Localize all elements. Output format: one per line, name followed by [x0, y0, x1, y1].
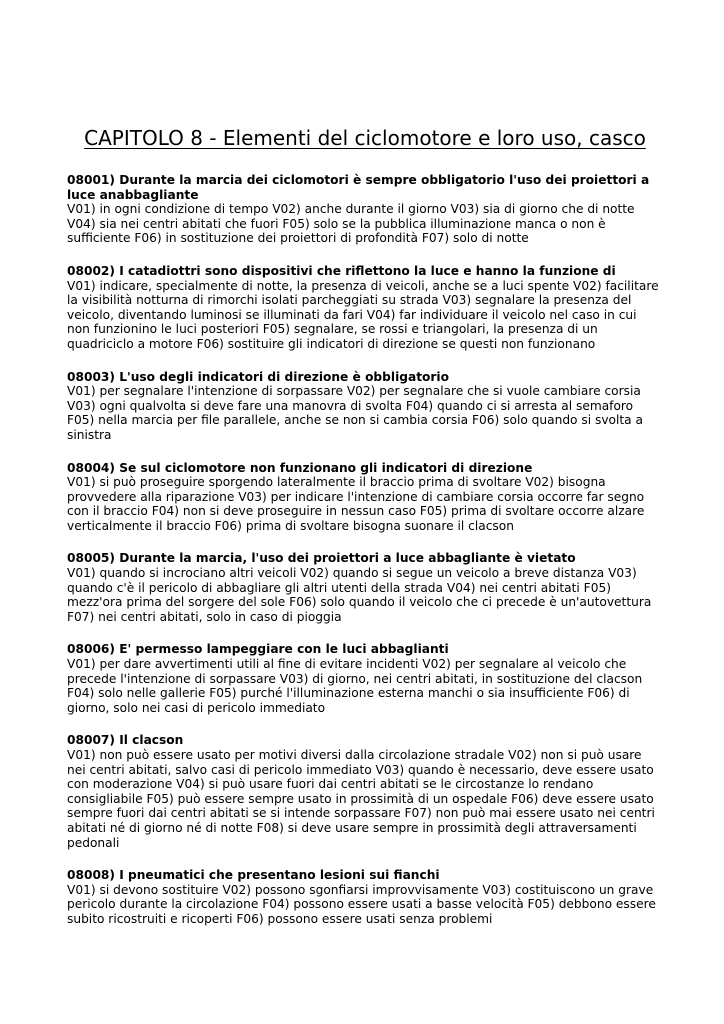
question-answers: V01) quando si incrociano altri veicoli V02) quando si segue un veicolo a breve distanza V03) quando c'è il pericolo di abbagliare gli altri utenti della strada V04) nei centri abitati F05) mezz'ora prima del sorgere del sole F06) solo quando il veicolo che ci precede è un'autovettura F07) nei centri abitati, solo in caso di pioggia — [67, 566, 652, 624]
question-heading: 08008) I pneumatici che presentano lesioni sui fianchi — [67, 868, 440, 883]
question-answers: V01) per segnalare l'intenzione di sorpassare V02) per segnalare che si vuole cambiare corsia V03) ogni qualvolta si deve fare una manovra di svolta F04) quando ci si arresta al semaforo F05) nella marcia per file parallele, anche se non si cambia corsia F06) solo quando si svolta a sinistra — [67, 384, 643, 442]
question-08002 — [67, 264, 663, 352]
question-08007 — [67, 733, 663, 850]
question-08006 — [67, 642, 663, 715]
question-08003 — [67, 370, 663, 443]
question-08008 — [67, 868, 663, 926]
question-answers: V01) si devono sostituire V02) possono sgonfiarsi improvvisamente V03) costituiscono un grave pericolo durante la circolazione F04) possono essere usati a basse velocità F05) debbono essere subito ricostruiti e ricoperti F06) possono essere usati senza problemi — [67, 882, 656, 926]
question-answers: V01) in ogni condizione di tempo V02) anche durante il giorno V03) sia di giorno che di notte V04) sia nei centri abitati che fuori F05) solo se la pubblica illuminazione manca o non è sufficiente F06) in sostituzione dei proiettori di profondità F07) solo di notte — [67, 202, 635, 246]
question-heading: 08003) L'uso degli indicatori di direzione è obbligatorio — [67, 369, 449, 384]
question-heading: 08002) I catadiottri sono dispositivi che riflettono la luce e hanno la funzione di — [67, 263, 616, 278]
question-heading: 08007) Il clacson — [67, 733, 184, 748]
question-heading: 08004) Se sul ciclomotore non funzionano gli indicatori di direzione — [67, 460, 533, 475]
question-08004 — [67, 461, 663, 534]
document-page — [67, 124, 663, 945]
question-08005 — [67, 551, 663, 624]
question-heading: 08005) Durante la marcia, l'uso dei proiettori a luce abbagliante è vietato — [67, 551, 576, 566]
question-answers: V01) si può proseguire sporgendo lateralmente il braccio prima di svoltare V02) bisogna provvedere alla riparazione V03) per indicare l'intenzione di cambiare corsia occorre far segno con il braccio F04) non si deve proseguire in nessun caso F05) prima di svoltare occorre alzare verticalmente il braccio F06) prima di svoltare bisogna suonare il clacson — [67, 475, 645, 533]
question-answers: V01) non può essere usato per motivi diversi dalla circolazione stradale V02) non si può usare nei centri abitati, salvo casi di pericolo immediato V03) quando è necessario, deve essere usato con moderazione V04) si può usare fuori dai centri abitati se le circostanze lo rendano consigliabile F05) può essere sempre usato in prossimità di un ospedale F06) deve essere usato sempre fuori dai centri abitati se si intende sorpassare F07) non può mai essere usato nei centri abitati né di giorno né di notte F08) si deve usare sempre in prossimità degli attraversamenti pedonali — [67, 748, 655, 850]
question-answers: V01) per dare avvertimenti utili al fine di evitare incidenti V02) per segnalare al veicolo che precede l'intenzione di sorpassare V03) di giorno, nei centri abitati, in sostituzione del clacson F04) solo nelle gallerie F05) purché l'illuminazione esterna manchi o sia insufficiente F06) di giorno, solo nei casi di pericolo immediato — [67, 657, 643, 715]
question-heading: 08001) Durante la marcia dei ciclomotori è sempre obbligatorio l'uso dei proiettori a luce anabbagliante — [67, 173, 650, 202]
question-answers: V01) indicare, specialmente di notte, la presenza di veicoli, anche se a luci spente V02) facilitare la visibilità notturna di rimorchi isolati parcheggiati su strada V03) segnalare la presenza del veicolo, diventando luminosi se illuminati da fari V04) far individuare il veicolo nel caso in cui non funzionino le luci posteriori F05) segnalare, se rossi e triangolari, la presenza di un quadriciclo a motore F06) sostituire gli indicatori di direzione se questi non funzionano — [67, 278, 659, 351]
page-title: CAPITOLO 8 - Elementi del ciclomotore e loro uso, casco — [84, 126, 646, 150]
question-08001 — [67, 173, 663, 246]
question-heading: 08006) E' permesso lampeggiare con le luci abbaglianti — [67, 642, 449, 657]
